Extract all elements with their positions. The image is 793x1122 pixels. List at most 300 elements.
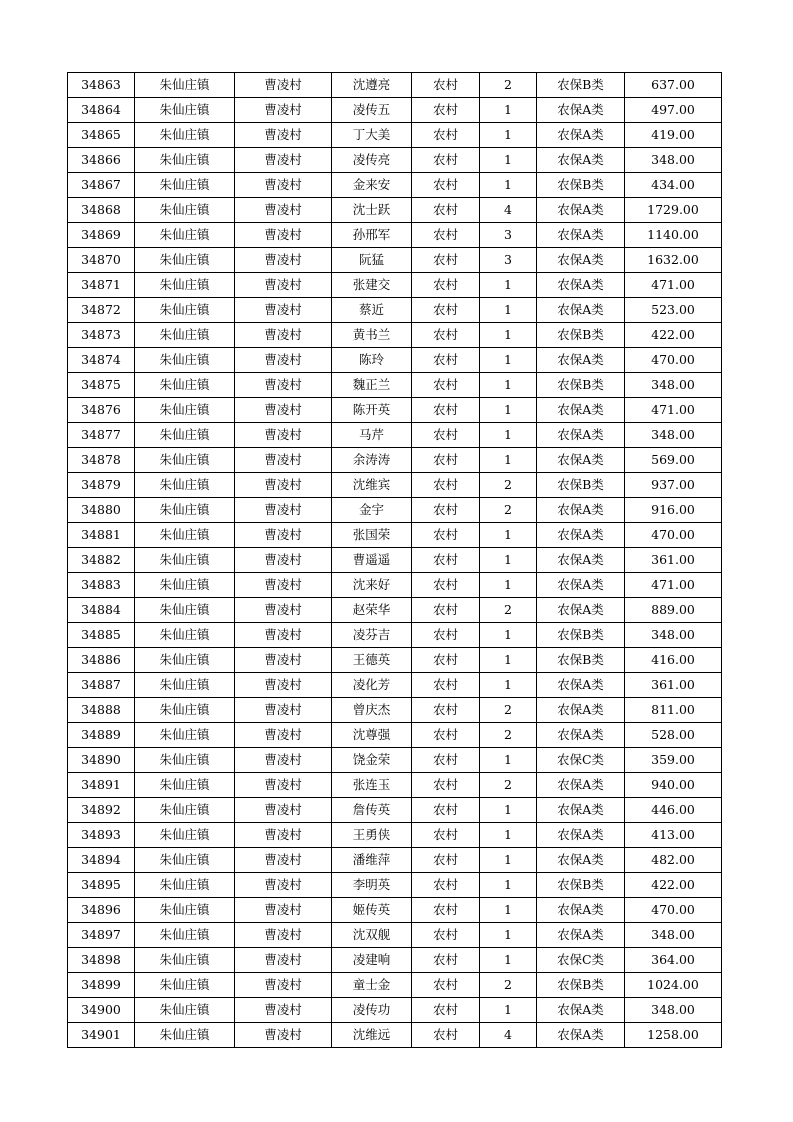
town-cell: 朱仙庄镇 (135, 73, 235, 98)
member-count-cell: 1 (480, 873, 537, 898)
record-id-cell: 34878 (68, 448, 135, 473)
insurance-category-cell: 农保A类 (537, 248, 625, 273)
member-count-cell: 2 (480, 473, 537, 498)
member-count-cell: 1 (480, 298, 537, 323)
record-id-cell: 34892 (68, 798, 135, 823)
person-name-cell: 王勇侠 (332, 823, 412, 848)
record-id-cell: 34888 (68, 698, 135, 723)
table-row (68, 123, 722, 148)
member-count-cell: 1 (480, 373, 537, 398)
town-cell: 朱仙庄镇 (135, 173, 235, 198)
village-cell: 曹凌村 (235, 623, 332, 648)
amount-cell: 1258.00 (625, 1023, 722, 1048)
member-count-cell: 1 (480, 648, 537, 673)
household-type-cell: 农村 (412, 223, 480, 248)
village-cell: 曹凌村 (235, 823, 332, 848)
village-cell: 曹凌村 (235, 298, 332, 323)
member-count-cell: 4 (480, 1023, 537, 1048)
table-row (68, 348, 722, 373)
village-cell: 曹凌村 (235, 173, 332, 198)
person-name-cell: 凌芬吉 (332, 623, 412, 648)
amount-cell: 1632.00 (625, 248, 722, 273)
household-type-cell: 农村 (412, 798, 480, 823)
household-type-cell: 农村 (412, 998, 480, 1023)
town-cell: 朱仙庄镇 (135, 573, 235, 598)
amount-cell: 637.00 (625, 73, 722, 98)
insurance-category-cell: 农保A类 (537, 398, 625, 423)
village-cell: 曹凌村 (235, 73, 332, 98)
table-row (68, 498, 722, 523)
amount-cell: 434.00 (625, 173, 722, 198)
person-name-cell: 金来安 (332, 173, 412, 198)
member-count-cell: 1 (480, 573, 537, 598)
town-cell: 朱仙庄镇 (135, 298, 235, 323)
member-count-cell: 1 (480, 748, 537, 773)
table-row (68, 248, 722, 273)
insurance-category-cell: 农保A类 (537, 298, 625, 323)
record-id-cell: 34875 (68, 373, 135, 398)
town-cell: 朱仙庄镇 (135, 273, 235, 298)
insurance-category-cell: 农保A类 (537, 823, 625, 848)
town-cell: 朱仙庄镇 (135, 848, 235, 873)
amount-cell: 482.00 (625, 848, 722, 873)
amount-cell: 471.00 (625, 573, 722, 598)
town-cell: 朱仙庄镇 (135, 123, 235, 148)
member-count-cell: 2 (480, 73, 537, 98)
household-type-cell: 农村 (412, 823, 480, 848)
household-type-cell: 农村 (412, 698, 480, 723)
insurance-category-cell: 农保A类 (537, 523, 625, 548)
amount-cell: 422.00 (625, 873, 722, 898)
household-type-cell: 农村 (412, 173, 480, 198)
person-name-cell: 余涛涛 (332, 448, 412, 473)
table-row (68, 948, 722, 973)
member-count-cell: 1 (480, 673, 537, 698)
member-count-cell: 1 (480, 548, 537, 573)
record-id-cell: 34897 (68, 923, 135, 948)
village-cell: 曹凌村 (235, 348, 332, 373)
member-count-cell: 2 (480, 498, 537, 523)
village-cell: 曹凌村 (235, 248, 332, 273)
village-cell: 曹凌村 (235, 698, 332, 723)
amount-cell: 348.00 (625, 998, 722, 1023)
table-row (68, 873, 722, 898)
table-row (68, 198, 722, 223)
town-cell: 朱仙庄镇 (135, 673, 235, 698)
table-row (68, 448, 722, 473)
amount-cell: 348.00 (625, 148, 722, 173)
town-cell: 朱仙庄镇 (135, 948, 235, 973)
town-cell: 朱仙庄镇 (135, 448, 235, 473)
amount-cell: 470.00 (625, 523, 722, 548)
household-type-cell: 农村 (412, 248, 480, 273)
village-cell: 曹凌村 (235, 723, 332, 748)
village-cell: 曹凌村 (235, 473, 332, 498)
amount-cell: 811.00 (625, 698, 722, 723)
town-cell: 朱仙庄镇 (135, 873, 235, 898)
person-name-cell: 张连玉 (332, 773, 412, 798)
household-type-cell: 农村 (412, 973, 480, 998)
amount-cell: 364.00 (625, 948, 722, 973)
member-count-cell: 1 (480, 123, 537, 148)
village-cell: 曹凌村 (235, 523, 332, 548)
household-type-cell: 农村 (412, 773, 480, 798)
insurance-category-cell: 农保A类 (537, 598, 625, 623)
town-cell: 朱仙庄镇 (135, 98, 235, 123)
table-row (68, 823, 722, 848)
record-id-cell: 34898 (68, 948, 135, 973)
record-id-cell: 34877 (68, 423, 135, 448)
insurance-category-cell: 农保B类 (537, 73, 625, 98)
record-id-cell: 34870 (68, 248, 135, 273)
household-type-cell: 农村 (412, 98, 480, 123)
household-type-cell: 农村 (412, 623, 480, 648)
table-row (68, 273, 722, 298)
household-type-cell: 农村 (412, 573, 480, 598)
record-id-cell: 34890 (68, 748, 135, 773)
person-name-cell: 李明英 (332, 873, 412, 898)
record-id-cell: 34883 (68, 573, 135, 598)
insurance-category-cell: 农保C类 (537, 748, 625, 773)
town-cell: 朱仙庄镇 (135, 373, 235, 398)
record-id-cell: 34871 (68, 273, 135, 298)
insurance-category-cell: 农保B类 (537, 473, 625, 498)
table-row (68, 623, 722, 648)
household-type-cell: 农村 (412, 198, 480, 223)
record-id-cell: 34868 (68, 198, 135, 223)
amount-cell: 446.00 (625, 798, 722, 823)
person-name-cell: 沈遵亮 (332, 73, 412, 98)
amount-cell: 471.00 (625, 273, 722, 298)
table-row (68, 523, 722, 548)
table-row (68, 398, 722, 423)
member-count-cell: 2 (480, 598, 537, 623)
record-id-cell: 34893 (68, 823, 135, 848)
table-row (68, 323, 722, 348)
record-id-cell: 34886 (68, 648, 135, 673)
village-cell: 曹凌村 (235, 423, 332, 448)
person-name-cell: 张国荣 (332, 523, 412, 548)
amount-cell: 569.00 (625, 448, 722, 473)
person-name-cell: 黄书兰 (332, 323, 412, 348)
table-row (68, 298, 722, 323)
village-cell: 曹凌村 (235, 798, 332, 823)
amount-cell: 889.00 (625, 598, 722, 623)
household-type-cell: 农村 (412, 373, 480, 398)
member-count-cell: 1 (480, 798, 537, 823)
amount-cell: 413.00 (625, 823, 722, 848)
town-cell: 朱仙庄镇 (135, 1023, 235, 1048)
person-name-cell: 凌传五 (332, 98, 412, 123)
household-type-cell: 农村 (412, 498, 480, 523)
record-id-cell: 34891 (68, 773, 135, 798)
town-cell: 朱仙庄镇 (135, 248, 235, 273)
village-cell: 曹凌村 (235, 873, 332, 898)
member-count-cell: 1 (480, 323, 537, 348)
table-row (68, 998, 722, 1023)
town-cell: 朱仙庄镇 (135, 473, 235, 498)
person-name-cell: 沈尊强 (332, 723, 412, 748)
household-type-cell: 农村 (412, 448, 480, 473)
amount-cell: 470.00 (625, 348, 722, 373)
amount-cell: 348.00 (625, 923, 722, 948)
member-count-cell: 4 (480, 198, 537, 223)
person-name-cell: 沈来好 (332, 573, 412, 598)
record-id-cell: 34896 (68, 898, 135, 923)
town-cell: 朱仙庄镇 (135, 898, 235, 923)
table-row (68, 848, 722, 873)
amount-cell: 470.00 (625, 898, 722, 923)
table-row (68, 223, 722, 248)
table-row (68, 673, 722, 698)
insurance-category-cell: 农保B类 (537, 173, 625, 198)
records-table (67, 72, 722, 1048)
member-count-cell: 1 (480, 148, 537, 173)
table-row (68, 723, 722, 748)
record-id-cell: 34863 (68, 73, 135, 98)
town-cell: 朱仙庄镇 (135, 148, 235, 173)
record-id-cell: 34887 (68, 673, 135, 698)
household-type-cell: 农村 (412, 748, 480, 773)
household-type-cell: 农村 (412, 923, 480, 948)
table-row (68, 423, 722, 448)
amount-cell: 416.00 (625, 648, 722, 673)
amount-cell: 937.00 (625, 473, 722, 498)
member-count-cell: 1 (480, 898, 537, 923)
village-cell: 曹凌村 (235, 398, 332, 423)
village-cell: 曹凌村 (235, 373, 332, 398)
record-id-cell: 34885 (68, 623, 135, 648)
record-id-cell: 34873 (68, 323, 135, 348)
records-table-body (68, 73, 722, 1048)
village-cell: 曹凌村 (235, 948, 332, 973)
person-name-cell: 曹遥遥 (332, 548, 412, 573)
insurance-category-cell: 农保A类 (537, 198, 625, 223)
insurance-category-cell: 农保A类 (537, 898, 625, 923)
village-cell: 曹凌村 (235, 448, 332, 473)
village-cell: 曹凌村 (235, 323, 332, 348)
member-count-cell: 1 (480, 623, 537, 648)
village-cell: 曹凌村 (235, 598, 332, 623)
person-name-cell: 凌传功 (332, 998, 412, 1023)
member-count-cell: 2 (480, 973, 537, 998)
member-count-cell: 1 (480, 98, 537, 123)
insurance-category-cell: 农保B类 (537, 973, 625, 998)
household-type-cell: 农村 (412, 523, 480, 548)
table-row (68, 648, 722, 673)
village-cell: 曹凌村 (235, 198, 332, 223)
amount-cell: 528.00 (625, 723, 722, 748)
village-cell: 曹凌村 (235, 573, 332, 598)
town-cell: 朱仙庄镇 (135, 998, 235, 1023)
member-count-cell: 2 (480, 723, 537, 748)
person-name-cell: 陈玲 (332, 348, 412, 373)
amount-cell: 422.00 (625, 323, 722, 348)
village-cell: 曹凌村 (235, 123, 332, 148)
insurance-category-cell: 农保A类 (537, 123, 625, 148)
table-row (68, 923, 722, 948)
household-type-cell: 农村 (412, 473, 480, 498)
town-cell: 朱仙庄镇 (135, 523, 235, 548)
record-id-cell: 34884 (68, 598, 135, 623)
record-id-cell: 34876 (68, 398, 135, 423)
member-count-cell: 1 (480, 398, 537, 423)
village-cell: 曹凌村 (235, 673, 332, 698)
record-id-cell: 34880 (68, 498, 135, 523)
member-count-cell: 1 (480, 523, 537, 548)
household-type-cell: 农村 (412, 548, 480, 573)
table-row (68, 73, 722, 98)
person-name-cell: 沈士跃 (332, 198, 412, 223)
insurance-category-cell: 农保A类 (537, 698, 625, 723)
member-count-cell: 1 (480, 348, 537, 373)
record-id-cell: 34866 (68, 148, 135, 173)
person-name-cell: 蔡近 (332, 298, 412, 323)
insurance-category-cell: 农保B类 (537, 648, 625, 673)
amount-cell: 348.00 (625, 373, 722, 398)
town-cell: 朱仙庄镇 (135, 923, 235, 948)
person-name-cell: 沈维远 (332, 1023, 412, 1048)
village-cell: 曹凌村 (235, 148, 332, 173)
person-name-cell: 凌化芳 (332, 673, 412, 698)
insurance-category-cell: 农保A类 (537, 98, 625, 123)
table-row (68, 748, 722, 773)
person-name-cell: 潘维萍 (332, 848, 412, 873)
insurance-category-cell: 农保A类 (537, 773, 625, 798)
village-cell: 曹凌村 (235, 98, 332, 123)
town-cell: 朱仙庄镇 (135, 823, 235, 848)
amount-cell: 348.00 (625, 423, 722, 448)
person-name-cell: 陈开英 (332, 398, 412, 423)
amount-cell: 916.00 (625, 498, 722, 523)
town-cell: 朱仙庄镇 (135, 648, 235, 673)
insurance-category-cell: 农保A类 (537, 148, 625, 173)
person-name-cell: 马芹 (332, 423, 412, 448)
table-row (68, 473, 722, 498)
household-type-cell: 农村 (412, 398, 480, 423)
household-type-cell: 农村 (412, 273, 480, 298)
town-cell: 朱仙庄镇 (135, 748, 235, 773)
insurance-category-cell: 农保A类 (537, 998, 625, 1023)
insurance-category-cell: 农保A类 (537, 448, 625, 473)
town-cell: 朱仙庄镇 (135, 398, 235, 423)
insurance-category-cell: 农保A类 (537, 223, 625, 248)
member-count-cell: 1 (480, 273, 537, 298)
household-type-cell: 农村 (412, 898, 480, 923)
insurance-category-cell: 农保A类 (537, 498, 625, 523)
town-cell: 朱仙庄镇 (135, 348, 235, 373)
member-count-cell: 1 (480, 173, 537, 198)
amount-cell: 1729.00 (625, 198, 722, 223)
person-name-cell: 丁大美 (332, 123, 412, 148)
record-id-cell: 34895 (68, 873, 135, 898)
record-id-cell: 34879 (68, 473, 135, 498)
town-cell: 朱仙庄镇 (135, 323, 235, 348)
member-count-cell: 3 (480, 248, 537, 273)
record-id-cell: 34889 (68, 723, 135, 748)
table-row (68, 973, 722, 998)
insurance-category-cell: 农保A类 (537, 923, 625, 948)
table-row (68, 373, 722, 398)
amount-cell: 1140.00 (625, 223, 722, 248)
village-cell: 曹凌村 (235, 1023, 332, 1048)
table-row (68, 798, 722, 823)
table-row (68, 573, 722, 598)
person-name-cell: 凌传亮 (332, 148, 412, 173)
record-id-cell: 34900 (68, 998, 135, 1023)
village-cell: 曹凌村 (235, 848, 332, 873)
village-cell: 曹凌村 (235, 998, 332, 1023)
insurance-category-cell: 农保B类 (537, 873, 625, 898)
record-id-cell: 34872 (68, 298, 135, 323)
household-type-cell: 农村 (412, 348, 480, 373)
amount-cell: 940.00 (625, 773, 722, 798)
village-cell: 曹凌村 (235, 923, 332, 948)
insurance-category-cell: 农保A类 (537, 723, 625, 748)
table-row (68, 173, 722, 198)
town-cell: 朱仙庄镇 (135, 698, 235, 723)
record-id-cell: 34882 (68, 548, 135, 573)
village-cell: 曹凌村 (235, 548, 332, 573)
household-type-cell: 农村 (412, 123, 480, 148)
table-row (68, 698, 722, 723)
person-name-cell: 詹传英 (332, 798, 412, 823)
household-type-cell: 农村 (412, 423, 480, 448)
person-name-cell: 沈维宾 (332, 473, 412, 498)
town-cell: 朱仙庄镇 (135, 773, 235, 798)
household-type-cell: 农村 (412, 848, 480, 873)
amount-cell: 497.00 (625, 98, 722, 123)
village-cell: 曹凌村 (235, 773, 332, 798)
amount-cell: 523.00 (625, 298, 722, 323)
household-type-cell: 农村 (412, 323, 480, 348)
person-name-cell: 张建交 (332, 273, 412, 298)
person-name-cell: 童士金 (332, 973, 412, 998)
record-id-cell: 34865 (68, 123, 135, 148)
insurance-category-cell: 农保A类 (537, 798, 625, 823)
village-cell: 曹凌村 (235, 223, 332, 248)
record-id-cell: 34869 (68, 223, 135, 248)
table-row (68, 148, 722, 173)
person-name-cell: 魏正兰 (332, 373, 412, 398)
town-cell: 朱仙庄镇 (135, 798, 235, 823)
person-name-cell: 赵荣华 (332, 598, 412, 623)
member-count-cell: 1 (480, 823, 537, 848)
insurance-category-cell: 农保A类 (537, 1023, 625, 1048)
insurance-category-cell: 农保A类 (537, 273, 625, 298)
table-row (68, 1023, 722, 1048)
village-cell: 曹凌村 (235, 748, 332, 773)
record-id-cell: 34864 (68, 98, 135, 123)
table-row (68, 898, 722, 923)
town-cell: 朱仙庄镇 (135, 598, 235, 623)
insurance-category-cell: 农保A类 (537, 848, 625, 873)
record-id-cell: 34894 (68, 848, 135, 873)
insurance-category-cell: 农保A类 (537, 548, 625, 573)
insurance-category-cell: 农保B类 (537, 623, 625, 648)
insurance-category-cell: 农保B类 (537, 323, 625, 348)
amount-cell: 361.00 (625, 548, 722, 573)
person-name-cell: 王德英 (332, 648, 412, 673)
town-cell: 朱仙庄镇 (135, 198, 235, 223)
member-count-cell: 1 (480, 423, 537, 448)
person-name-cell: 饶金荣 (332, 748, 412, 773)
household-type-cell: 农村 (412, 148, 480, 173)
household-type-cell: 农村 (412, 873, 480, 898)
amount-cell: 419.00 (625, 123, 722, 148)
household-type-cell: 农村 (412, 298, 480, 323)
table-row (68, 98, 722, 123)
